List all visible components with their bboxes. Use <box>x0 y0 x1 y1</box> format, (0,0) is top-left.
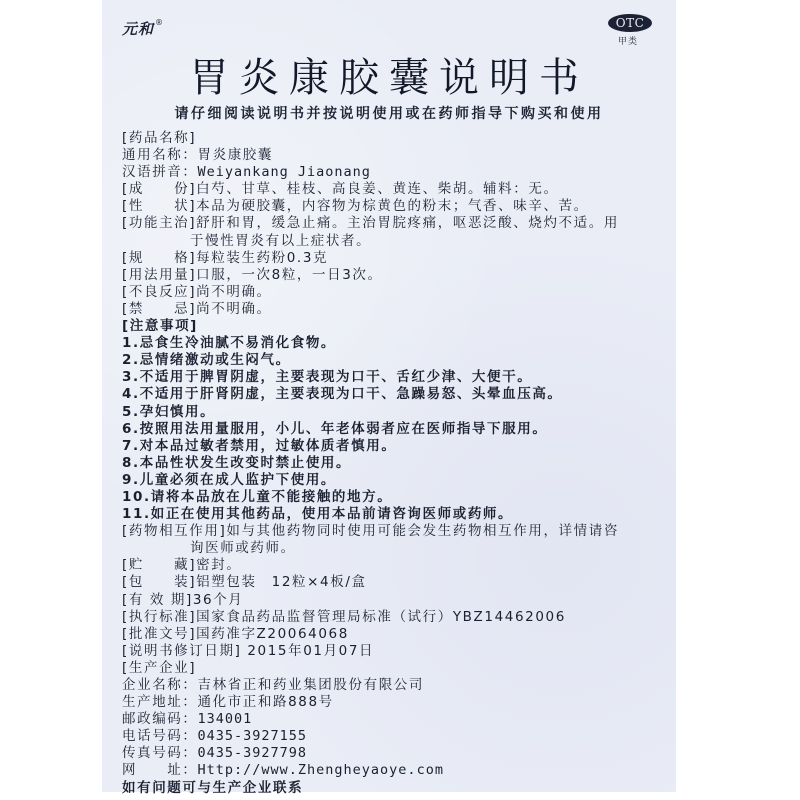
drug-name-heading: [药品名称] <box>122 130 197 146</box>
company-value: 吉林省正和药业集团股份有限公司 <box>197 677 424 693</box>
standard-value: 国家食品药品监督管理局标准（试行）YBZ14462006 <box>196 608 566 625</box>
contraindications-label: [禁 忌] <box>122 300 197 317</box>
dosage-label: [用法用量] <box>122 266 197 283</box>
footer-note: 如有问题可与生产企业联系 <box>122 779 304 796</box>
pinyin-value: Weiyankang Jiaonang <box>197 164 371 181</box>
contraindications-row <box>122 301 662 318</box>
indications-label: [功能主治] <box>122 215 197 232</box>
phone-value: 0435-3927155 <box>197 728 308 745</box>
storage-row <box>122 557 662 574</box>
standard-label: [执行标准] <box>122 608 197 625</box>
storage-value: 密封。 <box>196 557 242 574</box>
appearance-label: [性 状] <box>122 198 197 215</box>
approval-row <box>122 626 662 643</box>
fax-value: 0435-3927798 <box>197 745 308 762</box>
indications-value-line1: 舒肝和胃，缓急止痛。主治胃脘疼痛，呕恶泛酸、烧灼不适。用 <box>196 215 619 232</box>
package-row <box>122 574 662 591</box>
brand-name: 元和 <box>122 20 155 38</box>
generic-name-row <box>122 147 662 164</box>
ingredients-row <box>122 181 662 198</box>
appearance-value: 本品为硬胶囊，内容物为棕黄色的粉末；气香、味辛、苦。 <box>196 198 589 215</box>
dosage-value: 口服，一次8粒，一日3次。 <box>196 266 383 283</box>
precaution-item: 9.儿童必须在成人监护下使用。 <box>122 471 337 488</box>
address-value: 通化市正和路888号 <box>197 694 334 711</box>
ingredients-label: [成 份] <box>122 181 197 198</box>
document-title: 胃炎康胶囊说明书 <box>189 55 589 101</box>
otc-category: 甲类 <box>618 37 639 47</box>
registered-mark-icon: ® <box>155 18 165 27</box>
phone-row <box>122 728 662 745</box>
contraindications-value: 尚不明确。 <box>196 300 272 317</box>
document-subtitle: 请仔细阅读说明书并按说明使用或在药师指导下购买和使用 <box>174 106 604 122</box>
dosage-row <box>122 267 662 284</box>
pinyin-label: 汉语拼音： <box>122 164 198 181</box>
generic-name-label: 通用名称： <box>122 147 198 164</box>
package-value: 铝塑包装 12粒×4板/盒 <box>196 574 367 591</box>
revision-label: [说明书修订日期] <box>122 642 242 659</box>
standard-row <box>122 609 662 626</box>
adverse-label: [不良反应] <box>122 283 197 300</box>
address-label: 生产地址： <box>122 694 198 711</box>
website-label: 网 址： <box>122 762 198 779</box>
interactions-row <box>122 523 662 540</box>
approval-label: [批准文号] <box>122 625 197 642</box>
website-link[interactable]: Http://www.Zhengheyaoye.com <box>197 762 444 779</box>
precaution-item: 2.忌情绪激动或生闷气。 <box>122 352 291 369</box>
precaution-item: 3.不适用于脾胃阴虚，主要表现为口干、舌红少津、大便干。 <box>122 369 533 386</box>
appearance-row <box>122 198 662 215</box>
leaflet-body <box>122 130 662 797</box>
revision-row <box>122 643 662 660</box>
manufacturer-heading: [生产企业] <box>122 659 197 676</box>
interactions-label: [药物相互作用] <box>122 523 227 540</box>
spec-label: [规 格] <box>122 249 197 266</box>
indications-row <box>122 215 662 232</box>
validity-label: [有 效 期] <box>122 591 193 608</box>
adverse-value: 尚不明确。 <box>196 283 272 300</box>
approval-value: 国药准字Z20064068 <box>196 625 349 642</box>
address-row <box>122 694 662 711</box>
interactions-value-line1: 如与其他药物同时使用可能会发生药物相互作用，详情请咨 <box>226 523 619 540</box>
storage-label: [贮 藏] <box>122 557 197 574</box>
precaution-item: 5.孕妇慎用。 <box>122 403 216 420</box>
validity-row <box>122 592 662 609</box>
company-label: 企业名称： <box>122 677 198 693</box>
pinyin-row <box>122 164 662 181</box>
precaution-item: 7.对本品过敏者禁用，过敏体质者慎用。 <box>122 437 397 454</box>
brand-logo <box>122 18 164 39</box>
precautions-heading: [注意事项] <box>122 318 198 335</box>
spec-row <box>122 250 662 267</box>
website-row <box>122 762 662 779</box>
precaution-item: 11.如正在使用其他药品，使用本品前请咨询医师或药师。 <box>122 506 514 523</box>
precaution-item: 10.请将本品放在儿童不能接触的地方。 <box>122 488 393 505</box>
precaution-item: 6.按照用法用量服用，小儿、年老体弱者应在医师指导下服用。 <box>122 420 548 437</box>
precaution-item: 8.本品性状发生改变时禁止使用。 <box>122 454 352 471</box>
revision-value: 2015年01月07日 <box>247 642 375 659</box>
package-label: [包 装] <box>122 574 197 591</box>
validity-value: 36个月 <box>192 591 244 608</box>
postcode-label: 邮政编码： <box>122 711 198 728</box>
adverse-row <box>122 284 662 301</box>
postcode-row <box>122 711 662 728</box>
otc-badge: OTC <box>608 14 652 32</box>
precaution-item: 1.忌食生冷油腻不易消化食物。 <box>122 335 337 352</box>
spec-value: 每粒装生药粉0.3克 <box>196 249 329 266</box>
indications-continuation: 于慢性胃炎有以上症状者。 <box>190 232 372 249</box>
company-row <box>122 677 662 694</box>
interactions-continuation: 询医师或药师。 <box>190 540 296 557</box>
postcode-value: 134001 <box>197 711 253 728</box>
ingredients-value: 白芍、甘草、桂枝、高良姜、黄连、柴胡。辅料：无。 <box>196 181 559 198</box>
fax-label: 传真号码： <box>122 745 198 762</box>
generic-name-value: 胃炎康胶囊 <box>197 147 273 164</box>
precaution-item: 4.不适用于肝肾阴虚，主要表现为口干、急躁易怒、头晕血压高。 <box>122 386 563 403</box>
fax-row <box>122 745 662 762</box>
phone-label: 电话号码： <box>122 728 198 745</box>
